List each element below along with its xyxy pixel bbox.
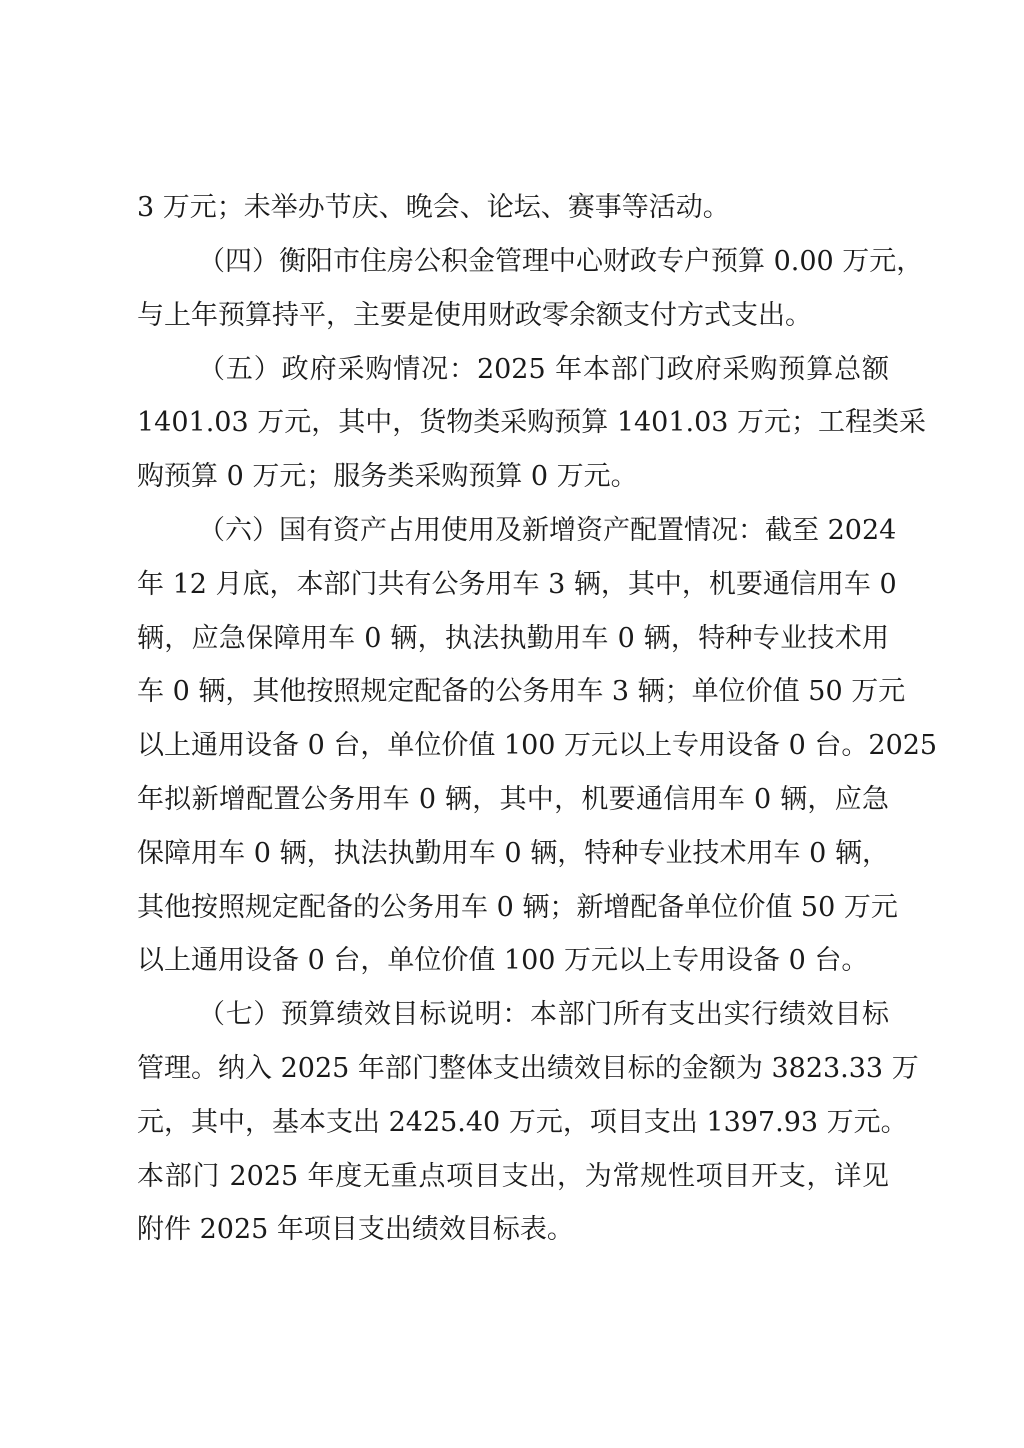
text-line-9: 辆，应急保障用车 0 辆，执法执勤用车 0 辆，特种专业技术用 xyxy=(137,623,889,654)
text-line-6: 购预算 0 万元；服务类采购预算 0 万元。 xyxy=(137,461,638,492)
text-line-8: 年 12 月底，本部门共有公务用车 3 辆，其中，机要通信用车 0 xyxy=(137,569,897,600)
text-line-12: 年拟新增配置公务用车 0 辆，其中，机要通信用车 0 辆，应急 xyxy=(137,784,889,815)
text-line-2: （四）衡阳市住房公积金管理中心财政专户预算 0.00 万元， xyxy=(198,246,924,277)
text-line-3: 与上年预算持平，主要是使用财政零余额支付方式支出。 xyxy=(137,300,812,331)
text-line-13: 保障用车 0 辆，执法执勤用车 0 辆，特种专业技术用车 0 辆， xyxy=(137,838,889,869)
text-line-18: 元，其中，基本支出 2425.40 万元，项目支出 1397.93 万元。 xyxy=(137,1107,908,1138)
text-line-15: 以上通用设备 0 台，单位价值 100 万元以上专用设备 0 台。 xyxy=(137,945,869,976)
text-line-4: （五）政府采购情况：2025 年本部门政府采购预算总额 xyxy=(198,354,889,385)
text-line-1: 3 万元；未举办节庆、晚会、论坛、赛事等活动。 xyxy=(137,192,730,223)
text-line-19: 本部门 2025 年度无重点项目支出，为常规性项目开支，详见 xyxy=(137,1161,889,1192)
text-line-5: 1401.03 万元，其中，货物类采购预算 1401.03 万元；工程类采 xyxy=(137,407,927,438)
text-line-16: （七）预算绩效目标说明：本部门所有支出实行绩效目标 xyxy=(198,999,889,1030)
text-line-10: 车 0 辆，其他按照规定配备的公务用车 3 辆；单位价值 50 万元 xyxy=(137,676,906,707)
text-line-7: （六）国有资产占用使用及新增资产配置情况：截至 2024 xyxy=(198,515,897,546)
text-line-11: 以上通用设备 0 台，单位价值 100 万元以上专用设备 0 台。2025 xyxy=(137,730,938,761)
text-line-17: 管理。纳入 2025 年部门整体支出绩效目标的金额为 3823.33 万 xyxy=(137,1053,919,1084)
text-line-20: 附件 2025 年项目支出绩效目标表。 xyxy=(137,1214,574,1245)
text-line-14: 其他按照规定配备的公务用车 0 辆；新增配备单位价值 50 万元 xyxy=(137,892,898,923)
